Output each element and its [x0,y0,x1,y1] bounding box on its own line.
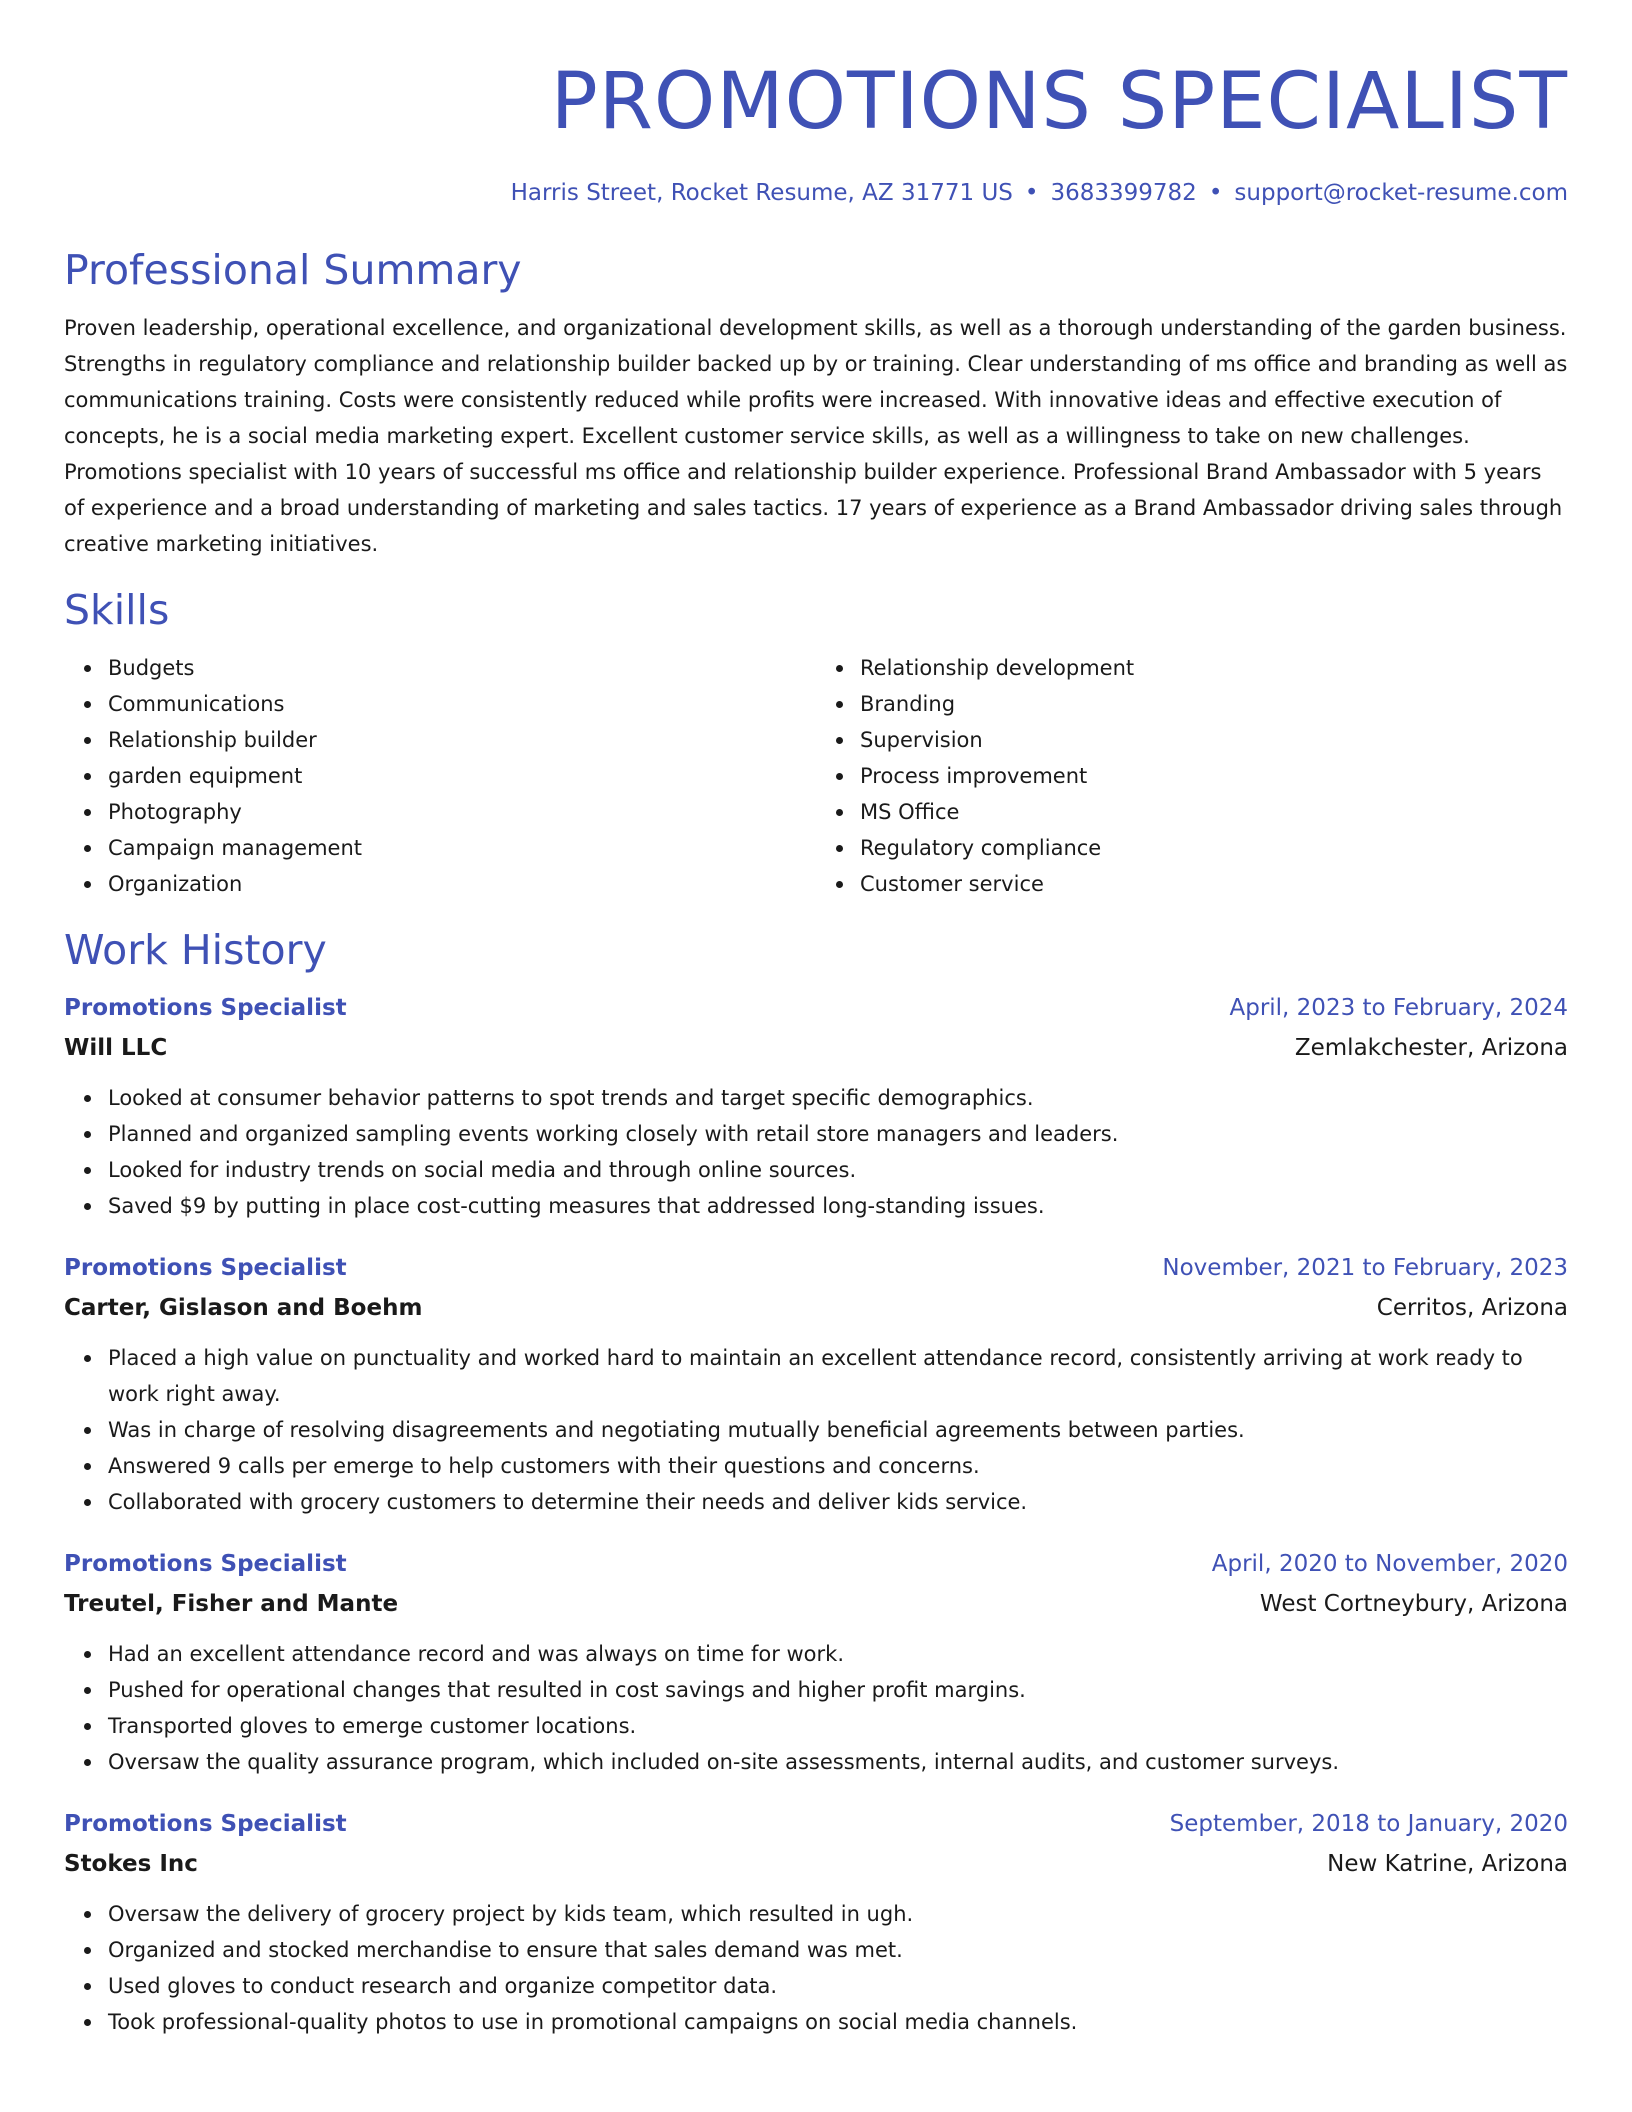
job-entry [64,1248,1568,1520]
job-header [64,988,1568,1028]
skills-list [64,650,1568,902]
job-entry [64,1544,1568,1780]
job-dates: November, 2021 to February, 2023 [1162,1255,1568,1281]
job-subheader [64,1584,1568,1624]
separator-dot: • [1208,180,1223,206]
job-dates: April, 2023 to February, 2024 [1229,995,1568,1021]
job-subheader [64,1288,1568,1328]
job-bullet: Answered 9 calls per emerge to help customers with their questions and concerns. [108,1448,1568,1484]
job-title: Promotions Specialist [64,995,347,1021]
job-bullet: Transported gloves to emerge customer locations. [108,1708,1568,1744]
summary-section [64,242,1568,562]
skills-section [64,582,1568,902]
section-heading: Skills [64,586,170,634]
job-bullet: Looked at consumer behavior patterns to spot trends and target specific demographics. [108,1080,1568,1116]
job-bullets [64,1340,1568,1520]
job-bullets [64,1896,1568,2040]
company-name: Stokes Inc [64,1851,198,1877]
skill-item: MS Office [860,794,1568,830]
job-location: West Cortneybury, Arizona [1259,1591,1568,1617]
work-history-section [64,922,1568,2040]
resume-title: PROMOTIONS SPECIALIST [550,57,1568,147]
job-title: Promotions Specialist [64,1811,347,1837]
job-bullet: Placed a high value on punctuality and worked hard to maintain an excellent attendance record, consistently arriving at work ready to work right away. [108,1340,1568,1412]
skills-column-left [64,650,816,902]
skill-item: Customer service [860,866,1568,902]
job-bullet: Oversaw the quality assurance program, which included on-site assessments, internal audits, and customer surveys. [108,1744,1568,1780]
job-bullet: Oversaw the delivery of grocery project by kids team, which resulted in ugh. [108,1896,1568,1932]
skill-item: Supervision [860,722,1568,758]
job-header [64,1804,1568,1844]
skill-item: Regulatory compliance [860,830,1568,866]
job-dates: September, 2018 to January, 2020 [1169,1811,1568,1837]
skill-item: Relationship builder [108,722,816,758]
job-bullet: Organized and stocked merchandise to ensure that sales demand was met. [108,1932,1568,1968]
phone: 3683399782 [1050,180,1197,206]
section-heading: Work History [64,926,327,974]
job-subheader [64,1844,1568,1884]
company-name: Carter, Gislason and Boehm [64,1295,423,1321]
skill-item: Campaign management [108,830,816,866]
job-bullet: Collaborated with grocery customers to determine their needs and deliver kids service. [108,1484,1568,1520]
job-bullet: Used gloves to conduct research and organize competitor data. [108,1968,1568,2004]
job-header [64,1248,1568,1288]
job-title: Promotions Specialist [64,1551,347,1577]
address: Harris Street, Rocket Resume, AZ 31771 US [510,180,1013,206]
skill-item: Relationship development [860,650,1568,686]
job-bullet: Had an excellent attendance record and was always on time for work. [108,1636,1568,1672]
skill-item: Communications [108,686,816,722]
job-dates: April, 2020 to November, 2020 [1211,1551,1568,1577]
job-bullet: Took professional-quality photos to use in promotional campaigns on social media channels. [108,2004,1568,2040]
skills-column-right [816,650,1568,902]
skill-item: garden equipment [108,758,816,794]
job-entry [64,988,1568,1224]
section-heading: Professional Summary [64,246,522,294]
job-bullet: Pushed for operational changes that resulted in cost savings and higher profit margins. [108,1672,1568,1708]
job-location: New Katrine, Arizona [1327,1851,1568,1877]
job-bullet: Saved $9 by putting in place cost-cutting measures that addressed long-standing issues. [108,1188,1568,1224]
skill-item: Organization [108,866,816,902]
skill-item: Branding [860,686,1568,722]
job-bullet: Was in charge of resolving disagreements and negotiating mutually beneficial agreements between parties. [108,1412,1568,1448]
job-bullet: Looked for industry trends on social media and through online sources. [108,1152,1568,1188]
email-link[interactable]: support@rocket-resume.com [1234,180,1568,206]
job-title: Promotions Specialist [64,1255,347,1281]
skill-item: Process improvement [860,758,1568,794]
job-bullets [64,1080,1568,1224]
company-name: Treutel, Fisher and Mante [64,1591,399,1617]
skill-item: Budgets [108,650,816,686]
skill-item: Photography [108,794,816,830]
job-bullets [64,1636,1568,1780]
summary-text: Proven leadership, operational excellence, and organizational development skills, as well as a thorough understanding of the garden business. Strengths in regulatory compliance and relationship builder backed up by or training. Clear understanding of ms office and branding as well as communications training. Costs were consistently reduced while profits were increased. With innovative ideas and effective execution of concepts, he is a social media marketing expert. Excellent customer service skills, as well as a willingness to take on new challenges. Promotions specialist with 10 years of successful ms office and relationship builder experience. Professional Brand Ambassador with 5 years of experience and a broad understanding of marketing and sales tactics. 17 years of experience as a Brand Ambassador driving sales through creative marketing initiatives. [64,316,1568,556]
contact-line [64,178,1568,208]
job-header [64,1544,1568,1584]
job-entry [64,1804,1568,2040]
job-location: Zemlakchester, Arizona [1294,1035,1568,1061]
separator-dot: • [1024,180,1039,206]
job-location: Cerritos, Arizona [1376,1295,1568,1321]
company-name: Will LLC [64,1035,168,1061]
job-bullet: Planned and organized sampling events working closely with retail store managers and leaders. [108,1116,1568,1152]
job-subheader [64,1028,1568,1068]
